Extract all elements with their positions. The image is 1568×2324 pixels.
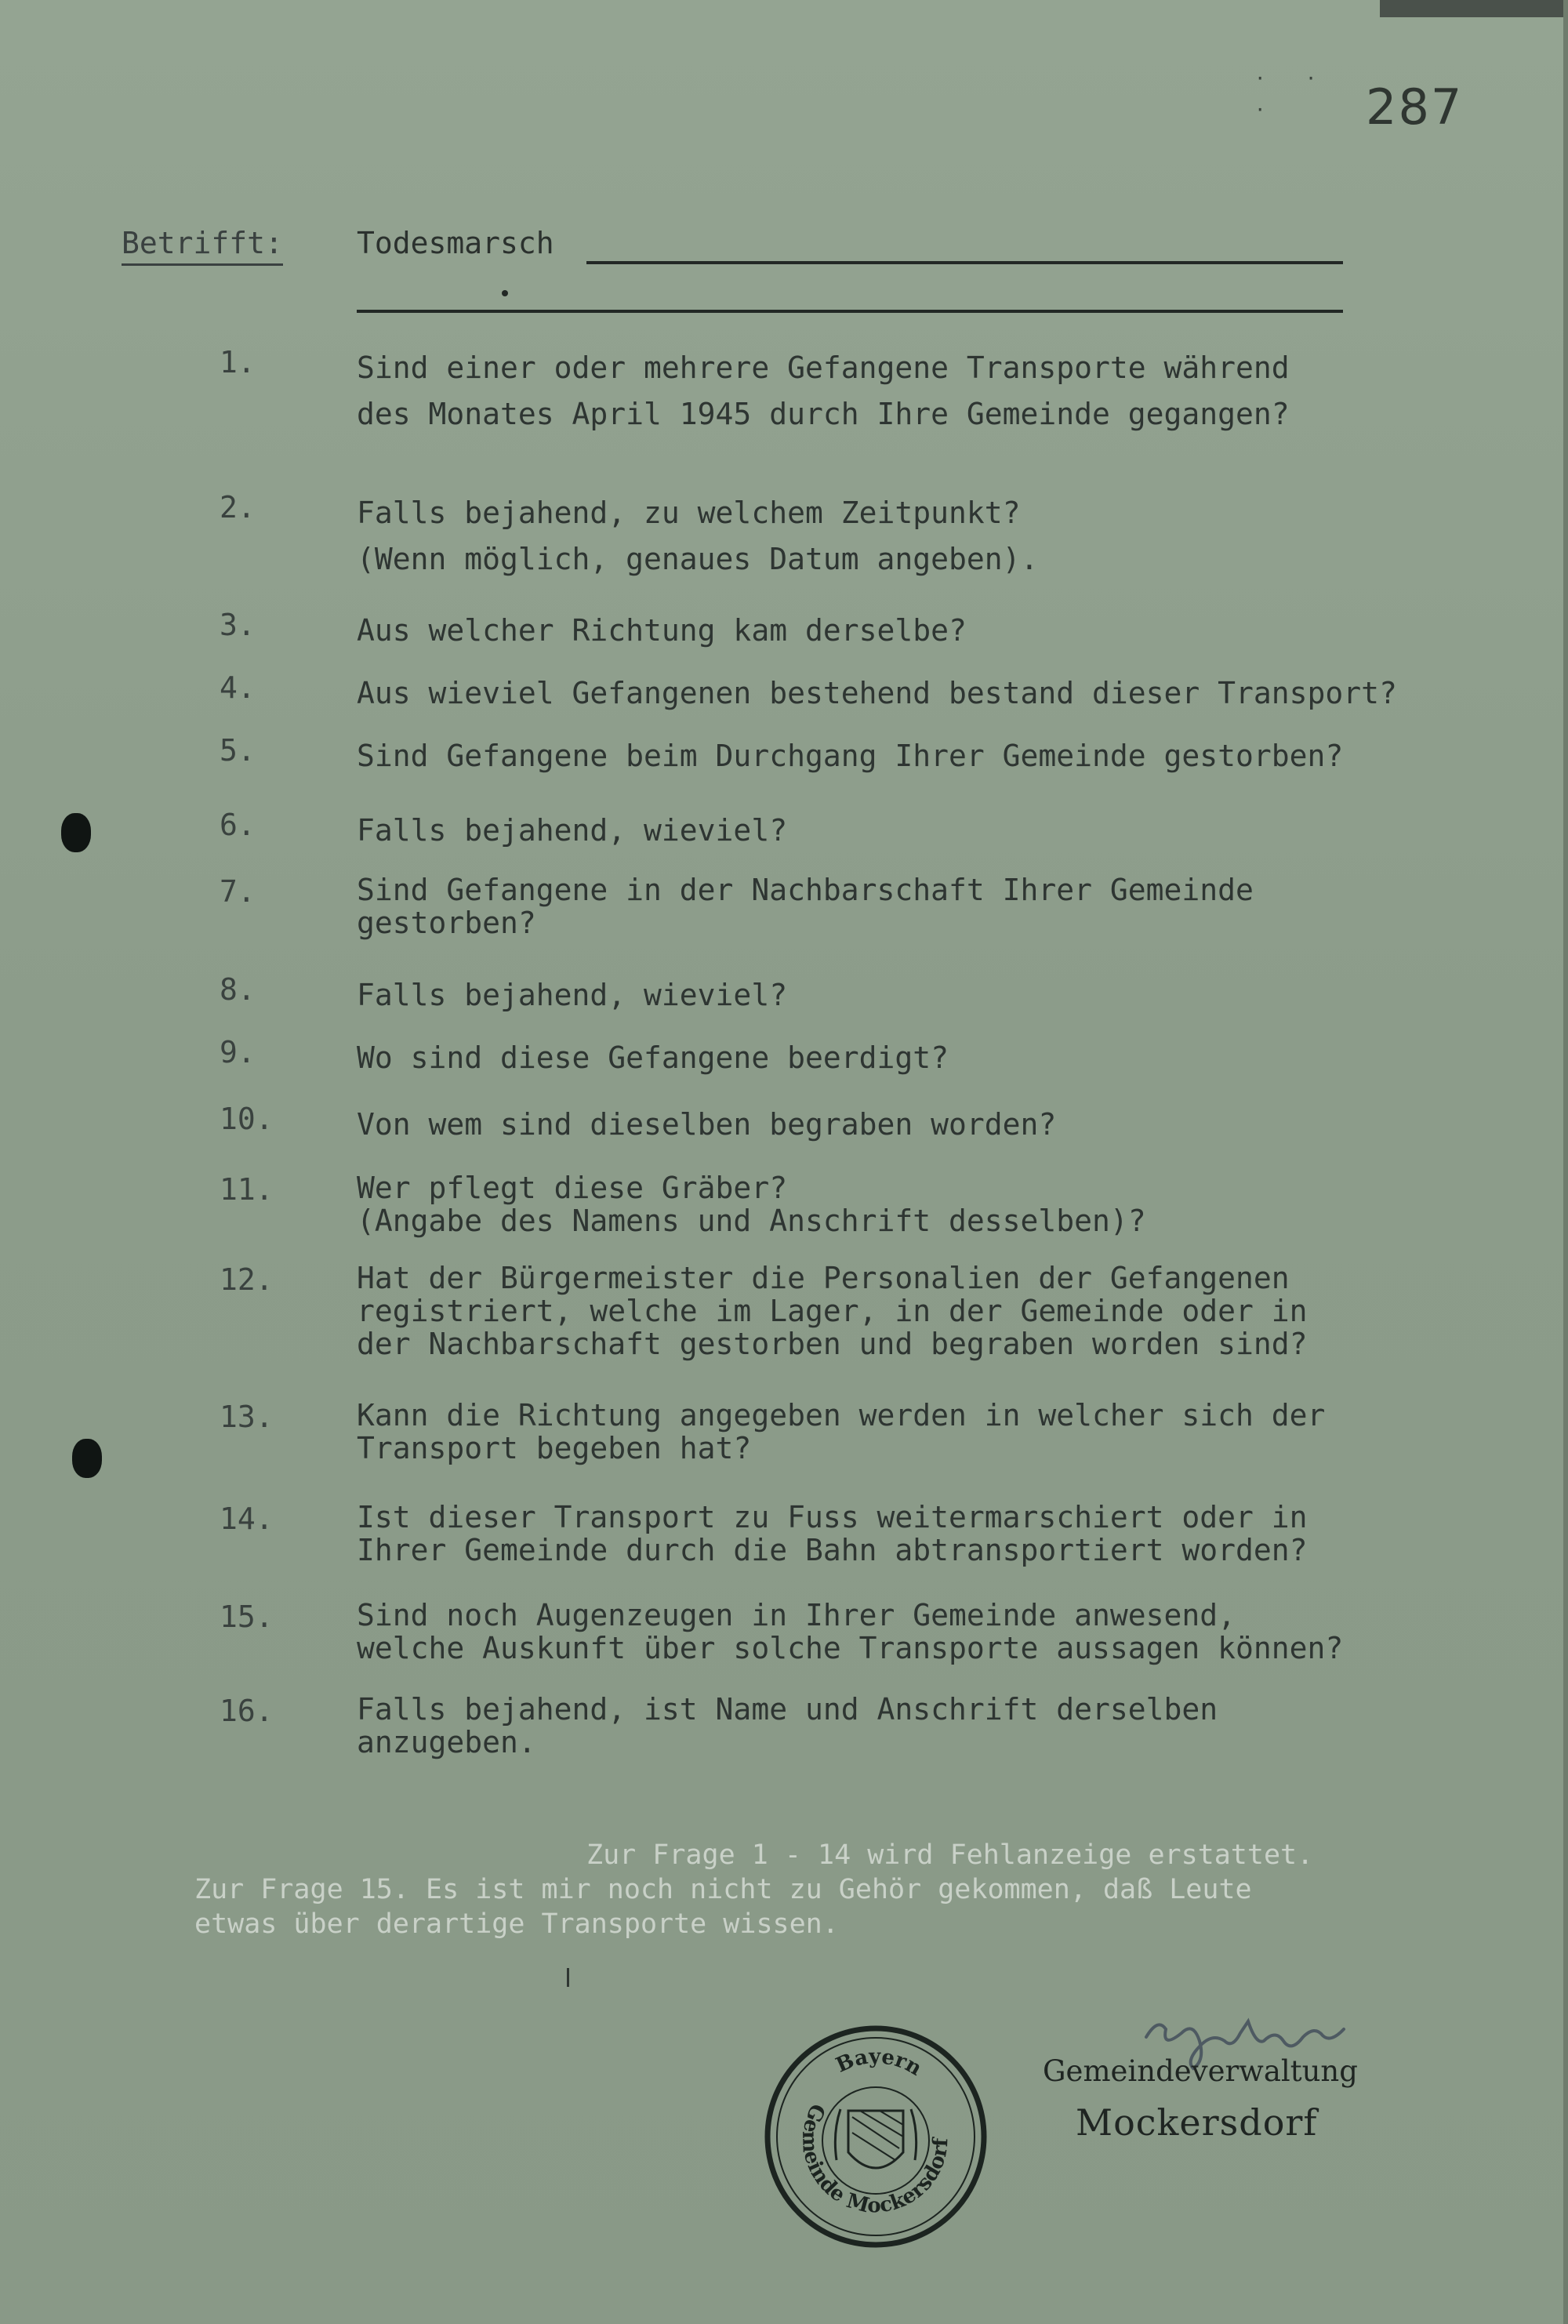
question-number: 4. [220, 670, 256, 705]
question-text [357, 1262, 1533, 1360]
question-text [357, 490, 1533, 583]
question-line: Wo sind diese Gefangene beerdigt? [357, 1040, 949, 1075]
question-line: Falls bejahend, ist Name und Anschrift derselben [357, 1692, 1218, 1727]
question-text [357, 1035, 1533, 1081]
question-text [357, 874, 1533, 940]
question-line: Aus welcher Richtung kam derselbe? [357, 613, 967, 648]
subject-second-line [357, 310, 1343, 313]
question-line: der Nachbarschaft gestorben und begraben worden sind? [357, 1326, 1308, 1361]
question-line: Kann die Richtung angegeben werden in welcher sich der [357, 1398, 1326, 1433]
question-text [357, 670, 1533, 717]
question-line: gestorben? [357, 905, 536, 940]
question-line: Falls bejahend, wieviel? [357, 978, 788, 1012]
municipality-name: Mockersdorf [1076, 2101, 1318, 2144]
question-text [357, 1502, 1533, 1567]
question-line: Sind noch Augenzeugen in Ihrer Gemeinde anwesend, [357, 1598, 1236, 1632]
seal-top-text: Bayern [833, 2045, 926, 2081]
question-line: Falls bejahend, zu welchem Zeitpunkt? [357, 496, 1021, 530]
answer-line: Zur Frage 15. Es ist mir noch nicht zu Gehör gekommen, daß Leute [194, 1873, 1252, 1905]
question-number: 11. [220, 1172, 274, 1207]
question-line: Sind Gefangene beim Durchgang Ihrer Gemeinde gestorben? [357, 739, 1344, 773]
question-number: 7. [220, 874, 256, 909]
question-line: Ist dieser Transport zu Fuss weitermarschiert oder in [357, 1500, 1308, 1534]
question-number: 6. [220, 808, 256, 842]
question-number: 1. [220, 345, 256, 379]
question-number: 2. [220, 490, 256, 525]
page-number: 287 [1366, 78, 1464, 136]
question-number: 8. [220, 972, 256, 1007]
question-line: Aus wieviel Gefangenen bestehend bestand dieser Transport? [357, 676, 1397, 710]
question-text [357, 608, 1533, 654]
seal-ring-text: Gemeinde Mockersdorf [797, 2100, 953, 2218]
question-line: Transport begeben hat? [357, 1430, 752, 1465]
question-number: 5. [220, 733, 256, 768]
question-text [357, 972, 1533, 1019]
question-number: 10. [220, 1102, 274, 1136]
question-text [357, 1102, 1533, 1148]
question-line: Ihrer Gemeinde durch die Bahn abtransportiert worden? [357, 1532, 1308, 1567]
question-number: 9. [220, 1035, 256, 1069]
answer-line: Zur Frage 1 - 14 wird Fehlanzeige erstattet. [586, 1839, 1314, 1871]
question-line: welche Auskunft über solche Transporte aussagen können? [357, 1630, 1344, 1665]
question-line: Sind einer oder mehrere Gefangene Transporte während [357, 350, 1290, 385]
question-line: (Angabe des Namens und Anschrift desselben)? [357, 1203, 1146, 1238]
question-number: 16. [220, 1694, 274, 1728]
subject-underline [586, 261, 1343, 264]
question-text [357, 733, 1533, 779]
pencil-dots: · · · [1254, 67, 1331, 121]
question-number: 12. [220, 1262, 274, 1297]
ink-dot [502, 290, 508, 296]
punch-hole-bottom [72, 1439, 102, 1478]
scan-edge [1563, 0, 1568, 2324]
pencil-mark [567, 1968, 569, 1987]
question-line: anzugeben. [357, 1724, 536, 1759]
question-number: 3. [220, 608, 256, 642]
subject-text: Todesmarsch [357, 226, 554, 260]
svg-text:Gemeinde Mockersdorf [797, 2100, 953, 2217]
question-text [357, 345, 1533, 438]
question-text [357, 1400, 1533, 1465]
question-line: Von wem sind dieselben begraben worden? [357, 1107, 1057, 1142]
question-text [357, 808, 1533, 854]
question-line: registriert, welche im Lager, in der Gemeinde oder in [357, 1293, 1308, 1328]
subject-label: Betrifft: [122, 226, 283, 266]
administration-label: Gemeindeverwaltung [1043, 2054, 1358, 2088]
question-line: des Monates April 1945 durch Ihre Gemeinde gegangen? [357, 396, 1290, 431]
scan-corner [1380, 0, 1568, 17]
question-number: 13. [220, 1400, 274, 1434]
question-line: Hat der Bürgermeister die Personalien der Gefangenen [357, 1261, 1290, 1295]
question-text [357, 1172, 1533, 1238]
question-line: (Wenn möglich, genaues Datum angeben). [357, 541, 1039, 576]
question-line: Sind Gefangene in der Nachbarschaft Ihrer Gemeinde [357, 873, 1254, 907]
punch-hole-top [61, 813, 91, 852]
question-text [357, 1694, 1533, 1759]
question-line: Falls bejahend, wieviel? [357, 813, 788, 848]
question-line: Wer pflegt diese Gräber? [357, 1171, 788, 1205]
answer-line: etwas über derartige Transporte wissen. [194, 1908, 839, 1940]
question-number: 14. [220, 1502, 274, 1536]
svg-text:Bayern [833, 2045, 926, 2081]
answer-text [194, 1839, 1527, 1941]
question-text [357, 1600, 1533, 1665]
municipal-seal [762, 2023, 989, 2250]
question-number: 15. [220, 1600, 274, 1634]
